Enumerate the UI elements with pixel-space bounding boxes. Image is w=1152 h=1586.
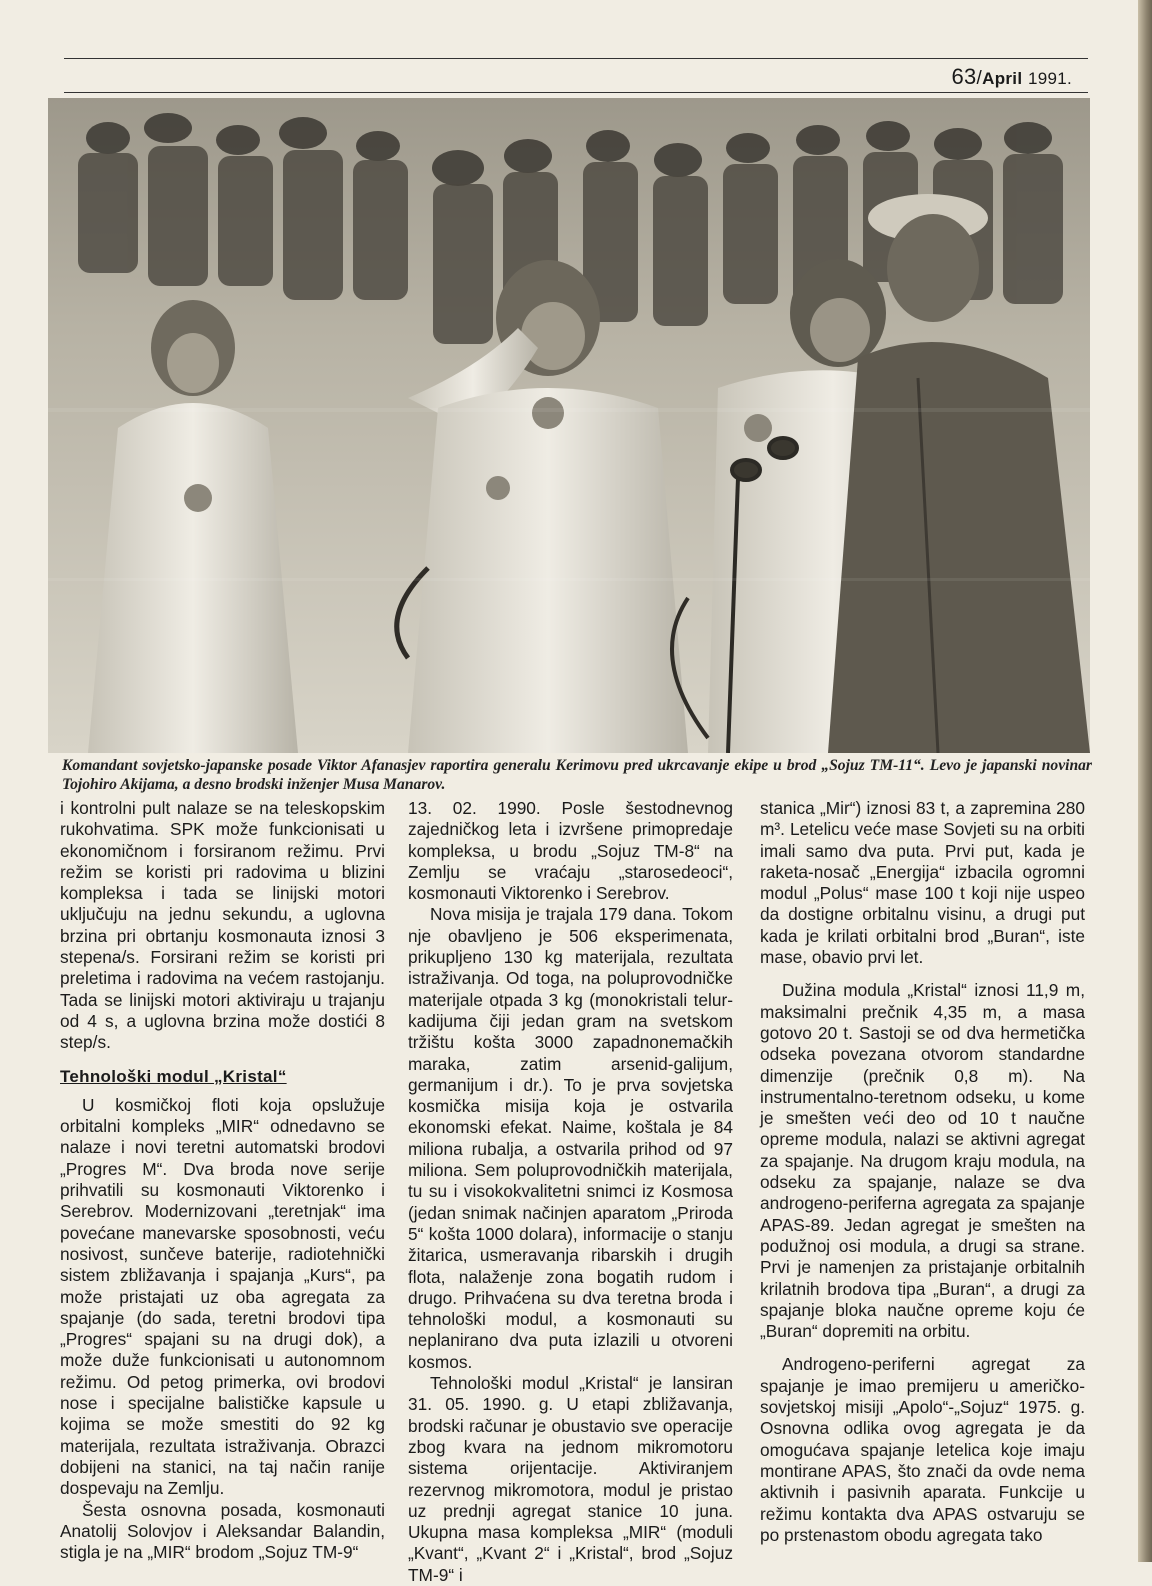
photo-illustration — [48, 98, 1090, 753]
section-subheading: Tehnološki modul „Kristal“ — [60, 1066, 287, 1086]
cosmonaut-photo — [48, 98, 1090, 753]
col3-paragraph-2: Dužina modula „Kristal“ iznosi 11,9 m, maksimalni prečnik 4,35 m, a masa gotovo 20 t. Sastoji se od dva hermetička odseka povezana otvorom standardne dimenzije (prečnik 0,8 m). Na instrumentalno-teretnom odseku, u kome je smešten veći deo od 10 t naučne opreme modula, nalazi se aktivni agregat za spajanje. Na drugom kraju modula, na odseku za spajanje, nalaze se dva androgeno-periferna agregata za spajanje APAS-89. Jedan agregat je smešten na podužnoj osi modula, a drugi sa strane. Prvi je namenjen za pristajanje orbitalnih krilatnih brodova tipa „Buran“, a drugi za spajanje bloka naučne opreme koju će „Buran“ dopremiti na orbitu. — [760, 980, 1085, 1342]
issue-year: 1991. — [1027, 69, 1072, 88]
col3-paragraph-3: Androgeno-periferni agregat za spajanje je imao premijeru u američko-sovjetskoj misiji „Apolo“-„Sojuz“ 1975. g. Osnovna odlika ovog agregata je da omogućava spajanje letelica koje imaju montirane APAS, što znači da ovde nema aktivnih i pasivnih aparata. Funkcije u režimu kontakta dva APAS ostvaruju se po prstenastom obodu agregata tako — [760, 1354, 1085, 1545]
col2-paragraph-1: 13. 02. 1990. Posle šestodnevnog zajedničkog leta i izvršene primopredaje kompleksa, u brodu „Sojuz TM-8“ na Zemlju se vraćaju „starosedeoci“, kosmonauti Viktorenko i Serebrov. — [408, 798, 733, 904]
col1-paragraph-2: U kosmičkoj floti koja opslužuje orbitalni kompleks „MIR“ odnedavno se nalaze i novi teretni automatski brodovi „Progres M“. Dva broda nove serije prihvatili su kosmonauti Viktorenko i Serebrov. Modernizovani „teretnjak“ ima povećane manevarske sposobnosti, veću nosivost, sunčeve baterije, radiotehnički sistem zbližavanja i spajanja „Kurs“, pa može pristajati uz oba agregata za spajanje (do sada, teretni brodovi tipa „Progres“ spajani su na drugi dok), a može duže funkcionisati u autonomnom režimu. Od petog primerka, ovi brodovi nose i specijalne balističke kapsule u kojima se može smestiti do 92 kg materijala, rezultata istraživanja. Obrazci dobijeni na stanici, na taj način ranije dospevaju na Zemlju. — [60, 1094, 385, 1499]
column-3 — [760, 798, 1085, 1546]
photo-caption: Komandant sovjetsko-japanske posade Viktor Afanasjev raportira generalu Kerimovu pred ukrcavanje ekipe u brod „Sojuz TM-11“. Levo je japanski novinar Tojohiro Akijama, a desno brodski inženjer Musa Manarov. — [62, 757, 1092, 793]
col2-paragraph-3: Tehnološki modul „Kristal“ je lansiran 31. 05. 1990. g. U etapi zbližavanja, brodski računar je obustavio sve operacije zbog kvara na jednom mikromotoru sistema orijentacije. Aktiviranjem rezervnog mikromotora, modul je pristao uz prednji agregat stanice 10 juna. Ukupna masa kompleksa „MIR“ (moduli „Kvant“, „Kvant 2“ i „Kristal“, brod „Sojuz TM-9“ i — [408, 1373, 733, 1585]
binding-spine — [1138, 0, 1152, 1562]
column-1 — [60, 798, 385, 1563]
header-rule — [64, 92, 1088, 93]
col3-paragraph-1: stanica „Mir“) iznosi 83 t, a zapremina 280 m³. Letelicu veće mase Sovjeti su na orbiti imali samo dva puta. Prvi put, kada je raketa-nosač „Energija“ izbacila ogromni modul „Polus“ mase 100 t koji nije uspeo da dostigne orbitalnu visinu, a drugi put kada je krilati orbitalni brod „Buran“, iste mase, obavio prvi let. — [760, 798, 1085, 968]
issue-number: 63 — [951, 64, 977, 89]
issue-header: 63/April 1991. — [951, 64, 1072, 89]
issue-month: April — [982, 69, 1023, 88]
column-2 — [408, 798, 733, 1586]
top-rule — [64, 58, 1088, 59]
col1-paragraph-1: i kontrolni pult nalaze se na teleskopskim rukohvatima. SPK može funkcionisati u ekonomičnom i forsiranom režimu. Prvi režim se koristi pri radovima u blizini kompleksa i tada se linijski motori uključuju na jednu sekundu, a uglovna brzina pri obrtanju kosmonauta iznosi 3 stepena/s. Forsirani režim se koristi pri preletima i radovima na većem rastojanju. Tada se linijski motori aktiviraju u trajanju od 4 s, a uglovna brzina može dostići 8 step/s. — [60, 798, 385, 1053]
col1-paragraph-3: Šesta osnovna posada, kosmonauti Anatolij Solovjov i Aleksandar Balandin, stigla je na „MIR“ brodom „Sojuz TM-9“ — [60, 1499, 385, 1563]
col2-paragraph-2: Nova misija je trajala 179 dana. Tokom nje obavljeno je 506 eksperimenata, prikupljeno 130 kg materijala, rezultata istraživanja. Od toga, na poluprovodničke materijale otpada 3 kg (monokristali telur-kadijuma čiji jedan gram na svetskom tržištu košta 3000 zapadnonemačkih maraka, zatim arsenid-galijum, germanijum i dr.). To je prva sovjetska kosmička misija koja je ostvarila ekonomski efekat. Naime, koštala je 84 miliona rubalja, a ostvarila prihod od 97 miliona. Sem poluprovodničkih materijala, tu su i visokokvalitetni snimci iz Kosmosa (jedan snimak načinjen aparatom „Priroda 5“ košta 1000 dolara), informacije o stanju žitarica, usmeravanja ribarskih i drugih flota, nalaženje zona bogatih rudom i drugo. Prihvaćena su dva teretna broda i tehnološki modul, a kosmonauti su neplanirano dva puta izlazili u otvoreni kosmos. — [408, 904, 733, 1372]
